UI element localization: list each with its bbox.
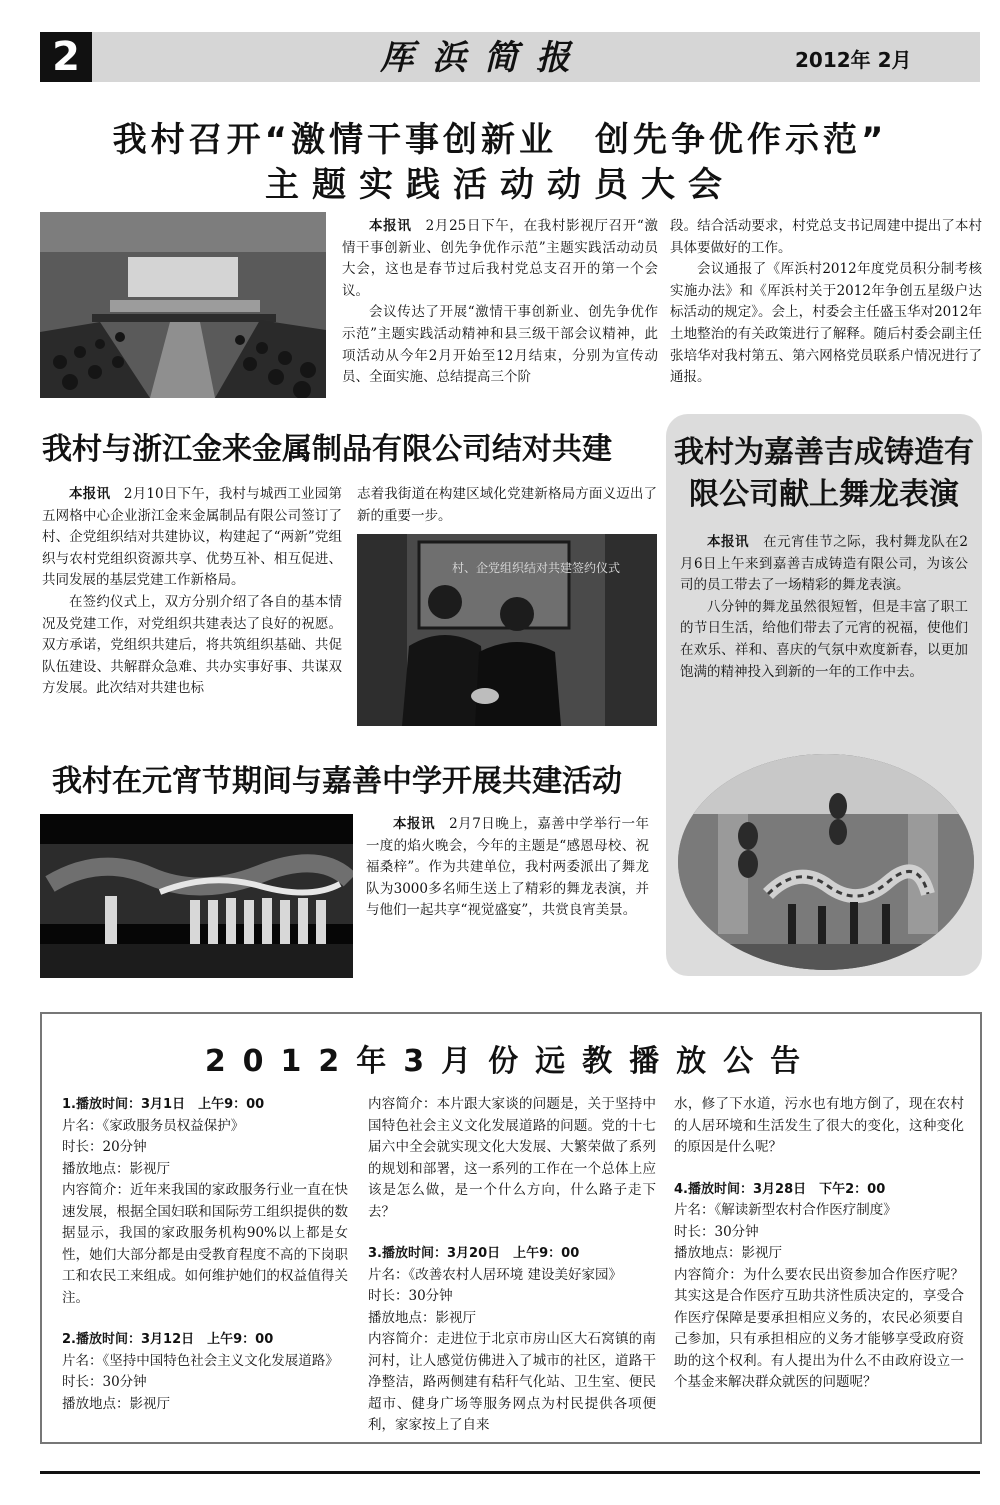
- meeting-hall-photo: [40, 212, 326, 398]
- notice-item-place: 播放地点：影视厅: [674, 1245, 782, 1261]
- article2-paragraph: 2月10日下午，我村与城西工业园第五网格中心企业浙江金来金属制品有限公司签订了村、企党组织结对共建协议，构建起了“两新”党组织与农村党组织资源共享、优势互补、相互促进、共同发展的基层党建工作新格局。: [42, 486, 342, 589]
- notice-item-head: 1.播放时间：3月1日 上午9：00: [62, 1097, 265, 1112]
- notice-item-title: 片名：《坚持中国特色社会主义文化发展道路》: [62, 1352, 339, 1369]
- notice-item-summary: 内容简介：走进位于北京市房山区大石窝镇的南河村，让人感觉仿佛进入了城市的社区，道路干净整洁，路两侧建有秸秆气化站、卫生室、便民超市、健身广场等服务网点为村民提供各项便利，家家按上了自来: [368, 1331, 656, 1433]
- article4-paragraph: 2月7日晚上，嘉善中学举行一年一度的焰火晚会，今年的主题是“感恩母校、祝福桑梓”。作为共建单位，我村两委派出了舞龙队为3000多名师生送上了精彩的舞龙表演，并与他们一起共享“视觉盛宴”，共赏良宵美景。: [366, 816, 650, 919]
- article4-headline: 我村在元宵节期间与嘉善中学开展共建活动: [52, 764, 622, 799]
- notice-item-summary: 水，修了下水道，污水也有地方倒了，现在农村的人居环境和生活发生了很大的变化，这种变化的原因是什么呢？: [674, 1096, 964, 1155]
- dragon-dance-factory-photo: [678, 754, 974, 970]
- notice-item-title: 片名：《解读新型农村合作医疗制度》: [674, 1202, 897, 1218]
- article3-paragraph: 八分钟的舞龙虽然很短暂，但是丰富了职工的节日生活，给他们带去了元宵的祝福，使他们在欢乐、祥和、喜庆的气氛中欢度新春，以更加饱满的精神投入到新的一年的工作中去。: [680, 598, 968, 680]
- article2-lead-label: 本报讯: [69, 486, 111, 502]
- article4-body: [366, 814, 649, 922]
- notice-column3: [674, 1094, 964, 1394]
- signing-ceremony-photo: [357, 534, 657, 726]
- article2-headline: 我村与浙江金来金属制品有限公司结对共建: [42, 432, 612, 467]
- article3-lead-label: 本报讯: [707, 534, 750, 550]
- notice-column1: [62, 1094, 348, 1415]
- article1-paragraph: 段。结合活动要求，村党总支书记周建中提出了本村具体要做好的工作。: [670, 218, 982, 256]
- masthead: 厍浜简报: [380, 38, 588, 78]
- notice-column2: [368, 1094, 656, 1437]
- article1-paragraph: 2月25日下午，在我村影视厅召开“激情干事创新业、创先争优作示范”主题实践活动动员大会，这也是春节过后我村党总支召开的第一个会议。: [342, 218, 658, 299]
- notice-item-summary: 内容简介：本片跟大家谈的问题是，关于坚持中国特色社会主义文化发展道路的问题。党的十七届六中全会就实现文化大发展、大繁荣做了系列的规划和部署，这一系列的工作在一个总体上应该是怎么做，是一个什么方向，什么路子走下去？: [368, 1096, 656, 1220]
- notice-item-summary: 内容简介：为什么要农民出资参加合作医疗呢？其实这是合作医疗互助共济性质决定的，享受合作医疗保障是要承担相应义务的，农民必须要自己参加，只有承担相应的义务才能够享受政府资助的这个权利。有人提出为什么不由政府设立一个基金来解决群众就医的问题呢？: [674, 1266, 964, 1390]
- article1-column1: [342, 216, 658, 389]
- notice-item-summary: 内容简介：近年来我国的家政服务行业一直在快速发展，根据全国妇联和国际劳工组织提供的数据显示，我国的家政服务机构90%以上都是女性，她们大部分都是由受教育程度不高的下岗职工和农民工来组成。如何维护她们的权益值得关注。: [62, 1182, 348, 1306]
- article1-paragraph: 会议传达了开展“激情干事创新业、创先争优作示范”主题实践活动精神和县三级干部会议精神，此项活动从今年2月开始至12月结束，分别为宣传动员、全面实施、总结提高三个阶: [342, 304, 658, 386]
- issue-date: 2012年 2月: [795, 48, 912, 72]
- page-number: 2: [40, 32, 92, 82]
- notice-item-place: 播放地点：影视厅: [62, 1160, 170, 1177]
- notice-item-head: 4.播放时间：3月28日 下午2：00: [674, 1181, 886, 1197]
- notice-item-duration: 时长：30分钟: [674, 1223, 759, 1240]
- article1-headline-line2: 主题实践活动动员大会: [265, 165, 735, 205]
- article1-lead-label: 本报讯: [369, 218, 412, 234]
- notice-title: 2012年3月份远教播放公告: [204, 1044, 818, 1079]
- article3-headline: 我村为嘉善吉成铸造有限公司献上舞龙表演: [674, 435, 974, 512]
- notice-item-head: 2.播放时间：3月12日 上午9：00: [62, 1332, 274, 1347]
- article2-column1: [42, 484, 342, 700]
- notice-item-place: 播放地点：影视厅: [368, 1309, 476, 1326]
- school-stage-photo: [40, 814, 353, 978]
- notice-item-place: 播放地点：影视厅: [62, 1395, 170, 1412]
- article3-paragraph: 在元宵佳节之际，我村舞龙队在2月6日上午来到嘉善吉成铸造有限公司，为该公司的员工带去了一场精彩的舞龙表演。: [680, 534, 969, 594]
- article2-column2: [357, 484, 657, 527]
- notice-item-duration: 时长：20分钟: [62, 1139, 147, 1155]
- notice-item-title: 片名：《改善农村人居环境 建设美好家园》: [368, 1266, 623, 1283]
- notice-item-head: 3.播放时间：3月20日 上午9：00: [368, 1246, 580, 1261]
- article2-paragraph: 在签约仪式上，双方分别介绍了各自的基本情况及党建工作，对党组织共建表达了良好的祝愿。双方承诺，党组织共建后，将共筑组织基础、共促队伍建设、共解群众急难、共办实事好事、共谋双方发展。此次结对共建也标: [42, 593, 342, 697]
- article1-headline-line1: 我村召开“激情干事创新业 创先争优作示范”: [112, 120, 888, 160]
- article1-column2: [670, 216, 982, 389]
- article2-paragraph: 志着我街道在构建区域化党建新格局方面义迈出了新的重要一步。: [357, 486, 657, 524]
- bottom-rule: [40, 1471, 980, 1474]
- notice-item-duration: 时长：30分钟: [368, 1288, 453, 1304]
- notice-item-title: 片名：《家政服务员权益保护》: [62, 1117, 245, 1134]
- signing-ceremony-caption: 村、企党组织结对共建签约仪式: [452, 561, 621, 575]
- notice-item-duration: 时长：30分钟: [62, 1374, 147, 1390]
- article4-lead-label: 本报讯: [393, 816, 436, 832]
- article3-body: [680, 532, 968, 683]
- article1-paragraph: 会议通报了《厍浜村2012年度党员积分制考核实施办法》和《厍浜村关于2012年争创五星级户达标活动的规定》。会上，村委会主任盛玉华对2012年土地整治的有关政策进行了解释。随后村委会副主任张培华对我村第五、第六网格党员联系户情况进行了通报。: [670, 261, 982, 386]
